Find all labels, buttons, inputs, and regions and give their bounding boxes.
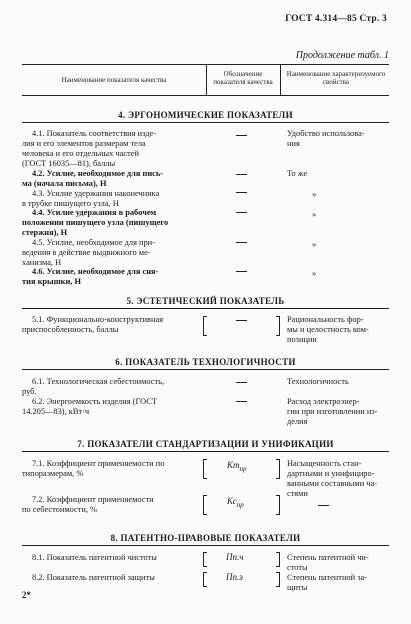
section-title-5: 5. ЭСТЕТИЧЕСКИЙ ПОКАЗАТЕЛЬ bbox=[126, 296, 285, 306]
row-7-1-prop-1: Насыщенность стан- bbox=[287, 459, 362, 468]
row-5-1-bracket-right bbox=[276, 316, 280, 336]
row-7-2-line-1: 7.2. Коэффициент применяемости bbox=[32, 495, 154, 504]
row-7-1-line-1: 7.1. Коэффициент применяемости по bbox=[32, 459, 165, 468]
section-6-rule bbox=[22, 369, 389, 370]
col-divider-1 bbox=[206, 64, 207, 95]
row-4-5-line-2: ведения в действие выдвижного ме- bbox=[22, 248, 151, 257]
col-divider-2 bbox=[280, 64, 281, 95]
row-7-1-bracket-right bbox=[276, 459, 280, 479]
row-7-1-symbol: $Кт_{пр}$ bbox=[227, 460, 247, 473]
row-8-2-line-1: 8.2. Показатель патентной защиты bbox=[32, 573, 155, 582]
row-5-1-bracket-left bbox=[203, 316, 207, 336]
row-6-2-line-1: 6.2. Энергоемкость изделия (ГОСТ bbox=[32, 397, 157, 406]
row-4-2-dash bbox=[236, 174, 247, 175]
section-7-rule bbox=[22, 451, 389, 452]
row-4-3-dash bbox=[236, 192, 247, 193]
table-head-rule bbox=[22, 95, 389, 96]
row-6-1-prop-1: Технологичность bbox=[287, 377, 349, 386]
row-4-3-prop-1: » bbox=[312, 190, 317, 199]
row-4-4-prop-1: » bbox=[312, 210, 317, 219]
row-6-2-prop-3: делия bbox=[287, 417, 308, 426]
row-4-2-line-1: 4.2. Усилие, необходимое для пись- bbox=[32, 169, 164, 178]
row-8-2-bracket-right bbox=[276, 572, 280, 587]
row-7-1-line-2: типоразмерам, % bbox=[22, 469, 84, 478]
row-5-1-prop-1: Рациональность фор- bbox=[287, 315, 364, 324]
row-8-1-bracket-right bbox=[276, 552, 280, 567]
row-7-2-symbol: $Кс_{пр}$ bbox=[227, 496, 244, 509]
row-8-2-prop-1: Степень патентной за- bbox=[287, 573, 368, 582]
row-4-5-dash bbox=[236, 242, 247, 243]
row-4-4-line-1: 4.4. Усилие удержания в рабочем bbox=[32, 208, 157, 217]
row-4-1-line-2: лия и его элементов размерам тела bbox=[22, 139, 146, 148]
row-4-1-prop-2: ния bbox=[287, 139, 300, 148]
row-4-6-dash bbox=[236, 271, 247, 272]
row-4-1-dash bbox=[236, 135, 247, 136]
row-4-1-prop-1: Удобство использова- bbox=[287, 129, 365, 138]
row-8-1-prop-2: стоты bbox=[287, 563, 308, 572]
row-4-4-dash bbox=[236, 212, 247, 213]
row-6-2-prop-1: Расход электроэнер- bbox=[287, 397, 360, 406]
row-4-1-line-4: (ГОСТ 16035—81), баллы bbox=[22, 159, 116, 168]
section-title-6: 6. ПОКАЗАТЕЛЬ ТЕХНОЛОГИЧНОСТИ bbox=[115, 357, 296, 367]
row-8-2-prop-2: щиты bbox=[287, 583, 308, 592]
row-7-2-dash bbox=[318, 505, 329, 506]
row-5-1-prop-2: мы и целостность ком- bbox=[287, 325, 369, 334]
page-header: ГОСТ 4.314—85 Стр. 3 bbox=[285, 14, 387, 24]
row-4-3-line-1: 4.3. Усилие удержания наконечника bbox=[32, 189, 160, 198]
row-4-6-line-2: тия крышки, Н bbox=[22, 277, 82, 286]
row-4-1-line-3: человека и его отдельных частей bbox=[22, 149, 139, 158]
page-mark: 2* bbox=[22, 590, 31, 600]
row-4-5-line-3: ханизма, Н bbox=[22, 258, 62, 267]
col-head-name: Наименование показателя качества bbox=[61, 76, 167, 84]
section-5-rule bbox=[22, 308, 389, 309]
col-head-property: Наименование характеризуемого свойства bbox=[286, 70, 386, 86]
row-4-6-prop-1: » bbox=[312, 269, 317, 278]
row-6-1-dash bbox=[236, 382, 247, 383]
row-7-1-bracket-left bbox=[203, 459, 207, 479]
row-7-2-bracket-left bbox=[203, 495, 207, 515]
row-8-1-symbol: Пп.ч bbox=[226, 552, 244, 562]
row-4-3-line-2: в трубке пишущего узла, Н bbox=[22, 199, 119, 208]
row-6-2-line-2: 14.205—83), кВт·ч bbox=[22, 407, 90, 416]
col-head-designation: Обозначение показателя качества bbox=[213, 70, 273, 86]
section-title-8: 8. ПАТЕНТНО-ПРАВОВЫЕ ПОКАЗАТЕЛИ bbox=[110, 533, 301, 543]
row-8-1-prop-1: Степень патентной чи- bbox=[287, 553, 369, 562]
row-7-1-prop-4: стями bbox=[287, 489, 308, 498]
section-title-4: 4. ЭРГОНОМИЧЕСКИЕ ПОКАЗАТЕЛИ bbox=[118, 110, 293, 120]
row-7-1-prop-3: ванными составными ча- bbox=[287, 479, 377, 488]
row-6-1-line-2: руб. bbox=[22, 387, 37, 396]
row-6-2-prop-2: гии при изготовлении из- bbox=[287, 407, 378, 416]
row-7-1-prop-2: дартными и унифициро- bbox=[287, 469, 375, 478]
row-8-1-line-1: 8.1. Показатель патентной чистоты bbox=[32, 553, 157, 562]
row-4-4-line-3: стержня), Н bbox=[22, 228, 68, 237]
continuation-label: Продолжение табл. 1 bbox=[295, 50, 389, 61]
row-5-1-line-1: 5.1. Функционально-конструктивная bbox=[32, 315, 164, 324]
row-6-2-dash bbox=[236, 401, 247, 402]
row-4-4-line-2: положении пишущего узла (пишущего bbox=[22, 218, 169, 227]
row-4-1-line-1: 4.1. Показатель соответствия изде- bbox=[32, 129, 157, 138]
row-6-1-line-1: 6.1. Технологическая себестоимость, bbox=[32, 377, 165, 386]
row-4-2-prop-1: То же bbox=[287, 169, 308, 178]
row-5-1-dash bbox=[236, 320, 247, 321]
section-4-rule bbox=[22, 122, 389, 123]
section-title-7: 7. ПОКАЗАТЕЛИ СТАНДАРТИЗАЦИИ И УНИФИКАЦИИ bbox=[77, 439, 334, 449]
row-8-2-symbol: Пп.з bbox=[226, 572, 243, 582]
row-4-2-line-2: ма (начала письма), Н bbox=[22, 179, 107, 188]
row-4-5-line-1: 4.5. Усилие, необходимое для при- bbox=[32, 238, 155, 247]
row-5-1-line-2: приспособленность, баллы bbox=[22, 325, 119, 334]
row-7-2-line-2: по себестоимости, % bbox=[22, 505, 98, 514]
row-8-2-bracket-left bbox=[203, 572, 207, 587]
row-4-5-prop-1: » bbox=[312, 240, 317, 249]
section-8-rule bbox=[22, 545, 389, 546]
row-7-2-bracket-right bbox=[276, 495, 280, 515]
row-4-6-line-1: 4.6. Усилие, необходимое для сня- bbox=[32, 267, 159, 276]
row-8-1-bracket-left bbox=[203, 552, 207, 567]
row-5-1-prop-3: позиции bbox=[287, 335, 317, 344]
